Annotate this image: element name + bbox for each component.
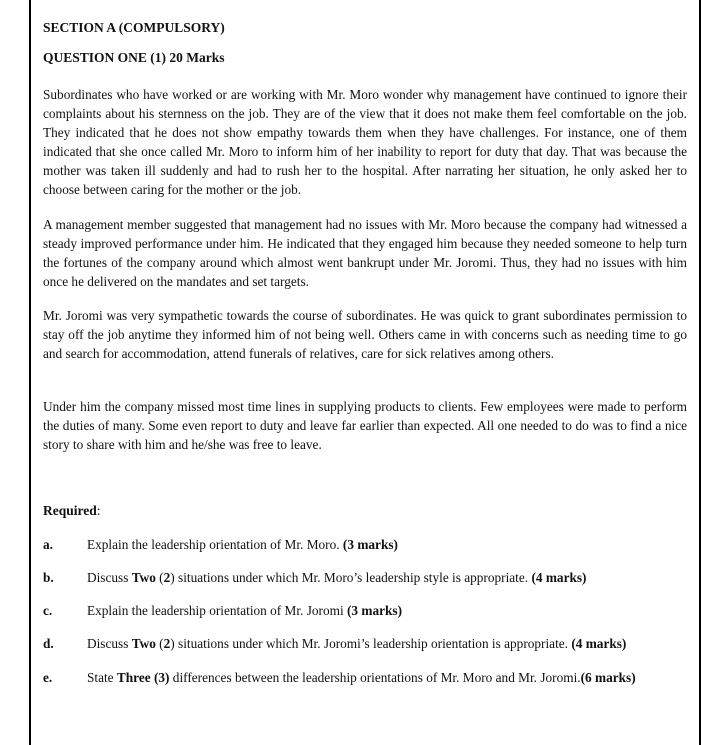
question-letter: d. (43, 636, 54, 651)
question-title: QUESTION ONE (1) 20 Marks (43, 50, 225, 65)
paragraph-2: A management member suggested that management had no issues with Mr. Moro because the company had witnessed a steady improved performance under him. He indicated that they engaged him because they needed someone to help turn the fortunes of the company around which almost went bankrupt under Mr. Joromi. Thus, they had no issues with him once he delivered on the mandates and set targets. (43, 217, 687, 289)
question-letter: c. (43, 603, 53, 618)
question-text: Explain the leadership orientation of Mr. Joromi (3 marks) (87, 603, 403, 618)
required-label: Required (43, 503, 97, 518)
paragraph-1: Subordinates who have worked or are working with Mr. Moro wonder why management have continued to ignore their complaints about his sternness on the job. They are of the view that it does not make them feel comfortable on the job. They indicated that he does not show empathy towards them when they have challenges. For instance, one of them indicated that she once called Mr. Moro to inform him of her inability to report for duty that day. That was because the mother was taken ill suddenly and had to rush her to the hospital. After narrating her situation, he only asked her to choose between caring for the mother or the job. (43, 87, 687, 197)
question-text: State Three (3) differences between the leadership orientations of Mr. Moro and Mr. Joromi.(6 marks) (87, 670, 636, 685)
required-heading (43, 503, 101, 519)
paragraph-3: Mr. Joromi was very sympathetic towards the course of subordinates. He was quick to grant subordinates permission to stay off the job anytime they informed him of not being well. Others came in with concerns such as needing time to go and search for accommodation, attend funerals of relatives, care for sick relatives among others. (43, 308, 687, 361)
section-title: SECTION A (COMPULSORY) (43, 20, 225, 35)
question-text: Explain the leadership orientation of Mr. Moro. (3 marks) (87, 537, 398, 552)
question-text: Discuss Two (2) situations under which Mr. Joromi’s leadership orientation is appropriate. (4 marks) (87, 636, 627, 651)
question-letter: e. (43, 670, 53, 685)
required-colon: : (96, 503, 101, 518)
question-letter: a. (43, 537, 53, 552)
paragraph-4: Under him the company missed most time lines in supplying products to clients. Few employees were made to perform the duties of many. Some even report to duty and leave far earlier than expected. All one needed to do was to find a nice story to share with him and he/she was free to leave. (43, 399, 687, 452)
question-letter: b. (43, 570, 54, 585)
question-text: Discuss Two (2) situations under which Mr. Moro’s leadership style is appropriate. (4 marks) (87, 570, 587, 585)
